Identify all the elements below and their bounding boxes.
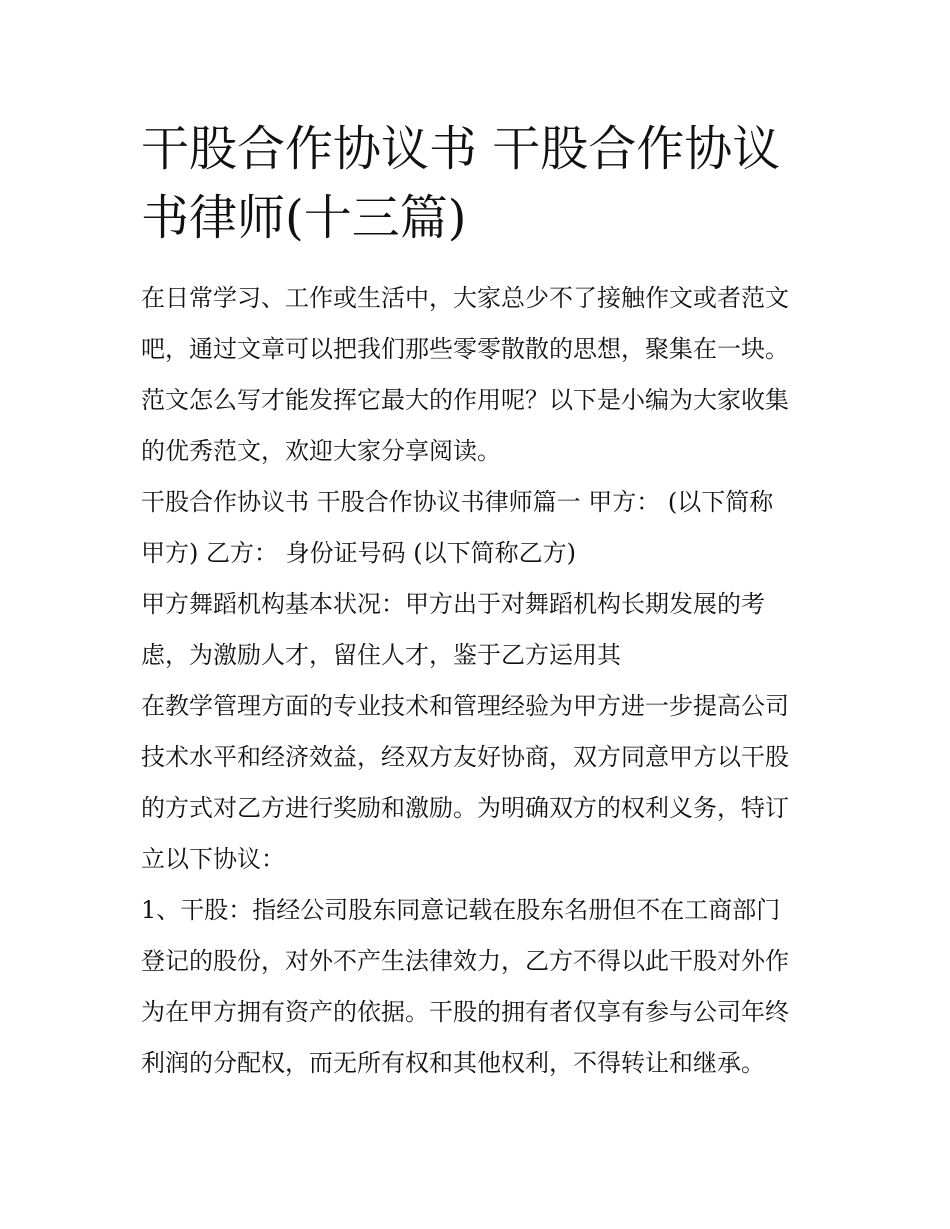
text-line: 范文怎么写才能发挥它最大的作用呢？以下是小编为大家收集 [141, 386, 789, 414]
text-line: 立以下协议： [141, 845, 285, 873]
text-line: 干股合作协议书 干股合作协议书律师篇一 甲方： (以下简称 [141, 488, 774, 516]
document-page [141, 115, 813, 1089]
text-line: 利润的分配权，而无所有权和其他权利，不得转让和继承。 [141, 1049, 765, 1077]
text-line: 登记的股份，对外不产生法律效力，乙方不得以此干股对外作 [141, 947, 789, 975]
text-line: 的优秀范文，欢迎大家分享阅读。 [141, 437, 501, 465]
text-line: 虑，为激励人才，留住人才，鉴于乙方运用其 [141, 641, 621, 669]
intro-paragraph [141, 273, 813, 477]
text-line: 甲方舞蹈机构基本状况：甲方出于对舞蹈机构长期发展的考 [141, 590, 765, 618]
clause-1-paragraph [141, 885, 813, 1089]
text-line: 甲方) 乙方： 身份证号码 (以下简称乙方) [141, 539, 576, 567]
title-line: 干股合作协议书 干股合作协议 [141, 121, 781, 177]
purpose-paragraph [141, 681, 813, 885]
background-paragraph [141, 579, 813, 681]
text-line: 的方式对乙方进行奖励和激励。为明确双方的权利义务，特订 [141, 794, 789, 822]
text-line: 为在甲方拥有资产的依据。干股的拥有者仅享有参与公司年终 [141, 998, 789, 1026]
text-line: 1、干股：指经公司股东同意记载在股东名册但不在工商部门 [141, 896, 781, 924]
text-line: 在教学管理方面的专业技术和管理经验为甲方进一步提高公司 [141, 692, 789, 720]
document-body [141, 273, 813, 1089]
title-line: 书律师(十三篇) [141, 190, 467, 246]
text-line: 技术水平和经济效益，经双方友好协商，双方同意甲方以干股 [141, 743, 789, 771]
document-title [141, 115, 813, 253]
parties-paragraph [141, 477, 813, 579]
text-line: 在日常学习、工作或生活中，大家总少不了接触作文或者范文 [141, 284, 789, 312]
text-line: 吧，通过文章可以把我们那些零零散散的思想，聚集在一块。 [141, 335, 789, 363]
